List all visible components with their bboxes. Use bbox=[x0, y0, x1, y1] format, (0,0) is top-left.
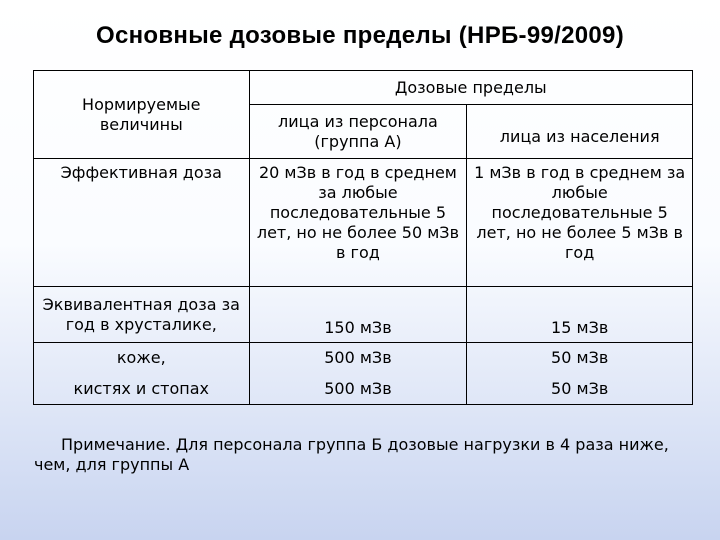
table-row-hands-feet bbox=[34, 374, 693, 405]
table-row-skin bbox=[34, 343, 693, 374]
row-public-value: 50 мЗв bbox=[467, 374, 693, 405]
row-quantity: кистях и стопах bbox=[73, 378, 210, 398]
row-quantity: коже, bbox=[34, 343, 250, 374]
table-header-row-1 bbox=[34, 71, 693, 105]
row-public-value: 1 мЗв в год в среднем за любые последовательные 5 лет, но не более 5 мЗв в год bbox=[467, 159, 693, 287]
row-public-value: 50 мЗв bbox=[467, 343, 693, 374]
dose-limits-table bbox=[33, 70, 693, 405]
row-quantity: Эквивалентная доза за год в хрусталике, bbox=[34, 287, 250, 343]
row-public-value: 15 мЗв bbox=[467, 287, 693, 343]
header-quantities: Нормируемые величины bbox=[82, 94, 201, 134]
header-dose-limits: Дозовые пределы bbox=[249, 71, 692, 105]
header-public: лица из населения bbox=[467, 105, 693, 159]
row-personnel-value: 500 мЗв bbox=[249, 374, 467, 405]
row-quantity: Эффективная доза bbox=[34, 159, 250, 287]
table-row-effective-dose bbox=[34, 159, 693, 287]
row-personnel-value: 150 мЗв bbox=[249, 287, 467, 343]
table-row-lens bbox=[34, 287, 693, 343]
row-personnel-value: 20 мЗв в год в среднем за любые последовательные 5 лет, но не более 50 мЗв в год bbox=[249, 159, 467, 287]
row-personnel-value: 500 мЗв bbox=[249, 343, 467, 374]
footnote: Примечание. Для персонала группа Б дозовые нагрузки в 4 раза ниже, чем, для группы А bbox=[34, 435, 669, 474]
slide-title: Основные дозовые пределы (НРБ-99/2009) bbox=[96, 22, 624, 49]
header-personnel-group-a: лица из персонала (группа А) bbox=[249, 105, 467, 159]
